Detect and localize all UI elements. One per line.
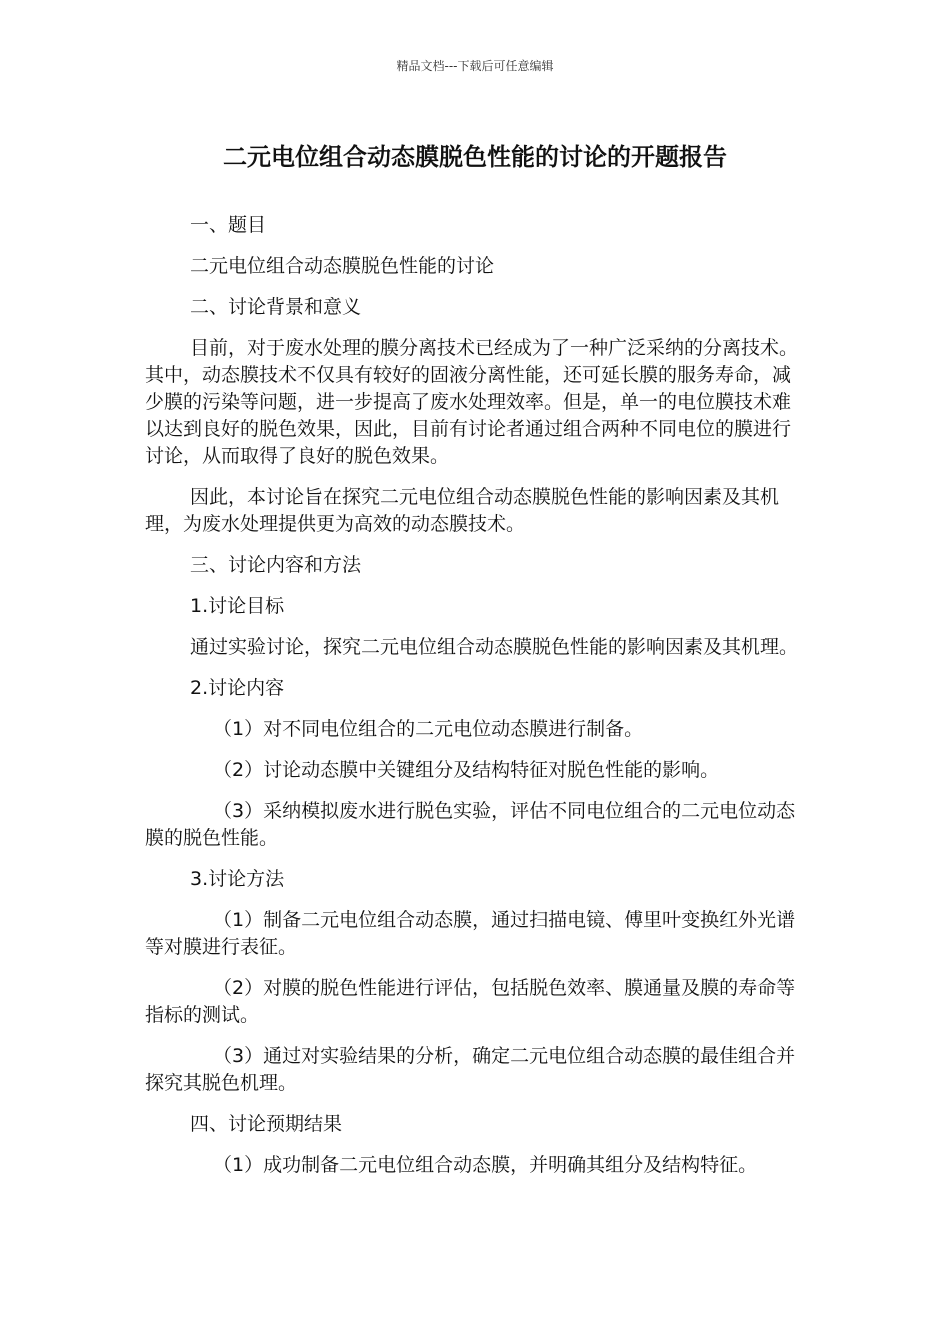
section-heading-background: 二、讨论背景和意义 [190,296,362,318]
expected-result-item-1: （1）成功制备二元电位组合动态膜，并明确其组分及结构特征。 [213,1154,758,1176]
subheading-objective: 1.讨论目标 [190,595,285,617]
purpose-paragraph: 因此，本讨论旨在探究二元电位组合动态膜脱色性能的影响因素及其机理，为废水处理提供更为高效的动态膜技术。 [145,486,780,535]
document-body [145,212,800,1193]
section-heading-expected-results: 四、讨论预期结果 [190,1113,343,1135]
topic-text: 二元电位组合动态膜脱色性能的讨论 [190,255,495,277]
objective-paragraph: 通过实验讨论，探究二元电位组合动态膜脱色性能的影响因素及其机理。 [190,636,799,658]
section-heading-content-method: 三、讨论内容和方法 [190,554,362,576]
subheading-method: 3.讨论方法 [190,868,285,890]
section-heading-topic: 一、题目 [190,214,267,236]
document-title: 二元电位组合动态膜脱色性能的讨论的开题报告 [223,143,727,171]
content-item-2: （2）讨论动态膜中关键组分及结构特征对脱色性能的影响。 [213,759,720,781]
subheading-content: 2.讨论内容 [190,677,285,699]
method-item-1: （1）制备二元电位组合动态膜，通过扫描电镜、傅里叶变换红外光谱等对膜进行表征。 [145,909,796,958]
background-paragraph: 目前，对于废水处理的膜分离技术已经成为了一种广泛采纳的分离技术。其中，动态膜技术不仅具有较好的固液分离性能，还可延长膜的服务寿命，减少膜的污染等问题，进一步提高了废水处理效率。但是，单一的电位膜技术难以达到良好的脱色效果，因此，目前有讨论者通过组合两种不同电位的膜进行讨论，从而取得了良好的脱色效果。 [145,337,799,467]
content-item-3: （3）采纳模拟废水进行脱色实验，评估不同电位组合的二元电位动态膜的脱色性能。 [145,800,796,849]
content-item-1: （1）对不同电位组合的二元电位动态膜进行制备。 [213,718,644,740]
method-item-3: （3）通过对实验结果的分析，确定二元电位组合动态膜的最佳组合并探究其脱色机理。 [145,1045,796,1094]
page-header: 精品文档---下载后可任意编辑 [396,59,554,73]
method-item-2: （2）对膜的脱色性能进行评估，包括脱色效率、膜通量及膜的寿命等指标的测试。 [145,977,796,1026]
